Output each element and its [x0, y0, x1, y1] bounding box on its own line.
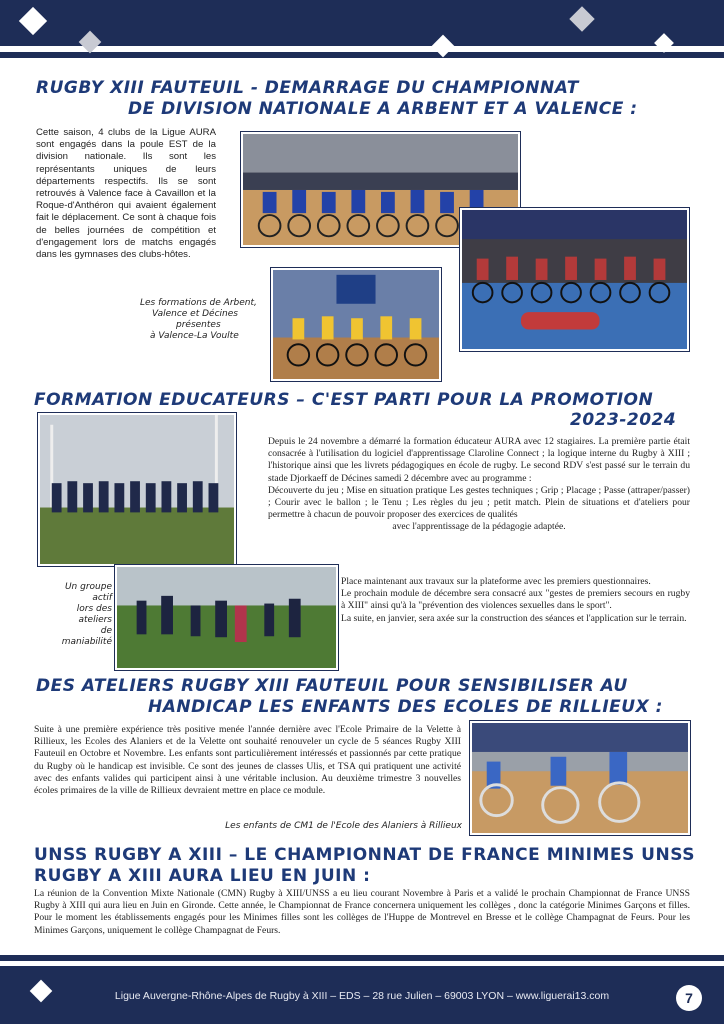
section2-caption	[48, 582, 112, 648]
caption-line: actif	[92, 593, 112, 603]
page-number: 7	[676, 985, 702, 1011]
caption-line: Les formations de Arbent,	[140, 298, 257, 308]
caption-line: Valence et Décines	[152, 309, 238, 319]
photo-trainees-group	[38, 413, 236, 566]
section1-title-line2: DE DIVISION NATIONALE A ARBENT ET A VALENCE :	[128, 99, 638, 119]
section4-title-line1: UNSS RUGBY A XIII – LE CHAMPIONNAT DE FRANCE MINIMES UNSS	[34, 845, 695, 865]
caption-line: de maniabilité	[61, 626, 112, 647]
caption-line: lors des ateliers	[76, 604, 112, 625]
section3-body: Suite à une première expérience très positive menée l'année dernière avec l'Ecole Primaire de la Velette à Rillieux, les Ecoles des Alaniers et de la Velette ont souhaité renouveler un cycle de 5 séances Rugby XIII Fauteuil en Octobre et Novembre. Les enfants sont particulièrement intéressés et passionnés par cette pratique du Rugby où le handicap est invisible. Ce sont des jeunes de classes Ulis, et TSA qui pratiquent une activité avec des enfants valides qui participent ainsi à une véritable inclusion. Au deuxième trimestre 3 nouvelles écoles primaires de la ville de Rillieux devraient mettre en place ce module.	[34, 724, 461, 797]
paragraph: Depuis le 24 novembre a démarré la formation éducateur AURA avec 12 stagiaires. La première partie était consacrée à l'utilisation du logiciel d'apprentissage Claroline Connect ; la logique interne du Rugby à XIII ; l'historique ainsi que les livrets pédagogiques en école de rugby. Le second RDV s'est passé sur le terrain du stade Djorkaeff de Décines samedi 2 décembre avec au programme :	[268, 436, 690, 484]
photo-training-drill	[115, 565, 338, 670]
section1-title-line1: RUGBY XIII FAUTEUIL - DEMARRAGE DU CHAMPIONNAT	[36, 78, 579, 98]
caption-line: Un groupe	[64, 582, 112, 592]
caption-line: à Valence-La Voulte	[150, 331, 239, 341]
header-stripe-lower	[0, 52, 724, 58]
section1-body: Cette saison, 4 clubs de la Ligue AURA sont engagés dans la poule EST de la division nationale. Ils sont les représentants uniques de leurs départements respectifs. Ils se sont retrouvés à Valence face à Cavaillon et la Roque-d'Anthéron qui avaient également fait le déplacement. Ce sont à chaque fois de belles journées de compétition et d'engagement lors de matchs engagés dans les gymnases des clubs-hôtes.	[36, 127, 216, 261]
header-band	[0, 0, 724, 46]
section2-title-line1: FORMATION EDUCATEURS – C'EST PARTI POUR LA PROMOTION	[34, 390, 654, 410]
photo-team-blue-jerseys	[271, 268, 441, 381]
paragraph: Découverte du jeu ; Mise en situation pratique Les gestes techniques ; Grip ; Placage ; Passe (attraper/passer) ; Courir avec le ballon ; le Tenu ; Les règles du jeu ; petit match. Plein de situations et d'ateliers pour permettre à chacun de pouvoir proposer des exercices de qualités	[268, 484, 690, 521]
footer-address: Ligue Auvergne-Rhône-Alpes de Rugby à XIII – EDS – 28 rue Julien – 69003 LYON – www.liguerai13.com	[114, 990, 610, 1002]
section3-title-line1: DES ATELIERS RUGBY XIII FAUTEUIL POUR SENSIBILISER AU	[36, 676, 628, 696]
section2-body-top	[268, 436, 690, 534]
section3-title-line2: HANDICAP LES ENFANTS DES ECOLES DE RILLIEUX :	[148, 697, 663, 717]
section2-title-line2: 2023-2024	[570, 410, 677, 430]
section1-caption	[140, 298, 258, 342]
paragraph: Le prochain module de décembre sera consacré aux "gestes de premiers secours en rugby à XIII" ainsi qu'à la "prévention des violences sexuelles dans le sport".	[341, 588, 690, 612]
photo-team-wheelchairs	[460, 208, 689, 351]
section2-body-bottom	[341, 576, 690, 625]
section4-body: La réunion de la Convention Mixte Nationale (CMN) Rugby à XIII/UNSS a eu lieu courant Novembre à Paris et a validé le prochain Championnat de France UNSS Rugby à XIII qui aura lieu en Juin en Gironde. Cette année, le Championnat de France concernera uniquement les collèges , donc la catégorie Minimes Garçons et filles. Pour le moment les établissements engagés pour les Minimes filles sont les collèges de l'Huppe de Montrevel en Bresse et le collège Champagnat de Feurs. Pour les Minimes Garçons, uniquement le collège Champagnat de Feurs.	[34, 888, 690, 936]
photo-children-wheelchairs	[470, 721, 690, 835]
paragraph: avec l'apprentissage de la pédagogie adaptée.	[392, 521, 566, 533]
caption-line: présentes	[176, 320, 221, 330]
section4-title-line2: RUGBY A XIII AURA LIEU EN JUIN :	[34, 866, 371, 886]
paragraph: Place maintenant aux travaux sur la plateforme avec les premiers questionnaires.	[341, 576, 651, 587]
section3-caption: Les enfants de CM1 de l'Ecole des Alaniers à Rillieux	[225, 821, 462, 831]
paragraph: La suite, en janvier, sera axée sur la construction des séances et l'application sur le terrain.	[341, 612, 687, 624]
